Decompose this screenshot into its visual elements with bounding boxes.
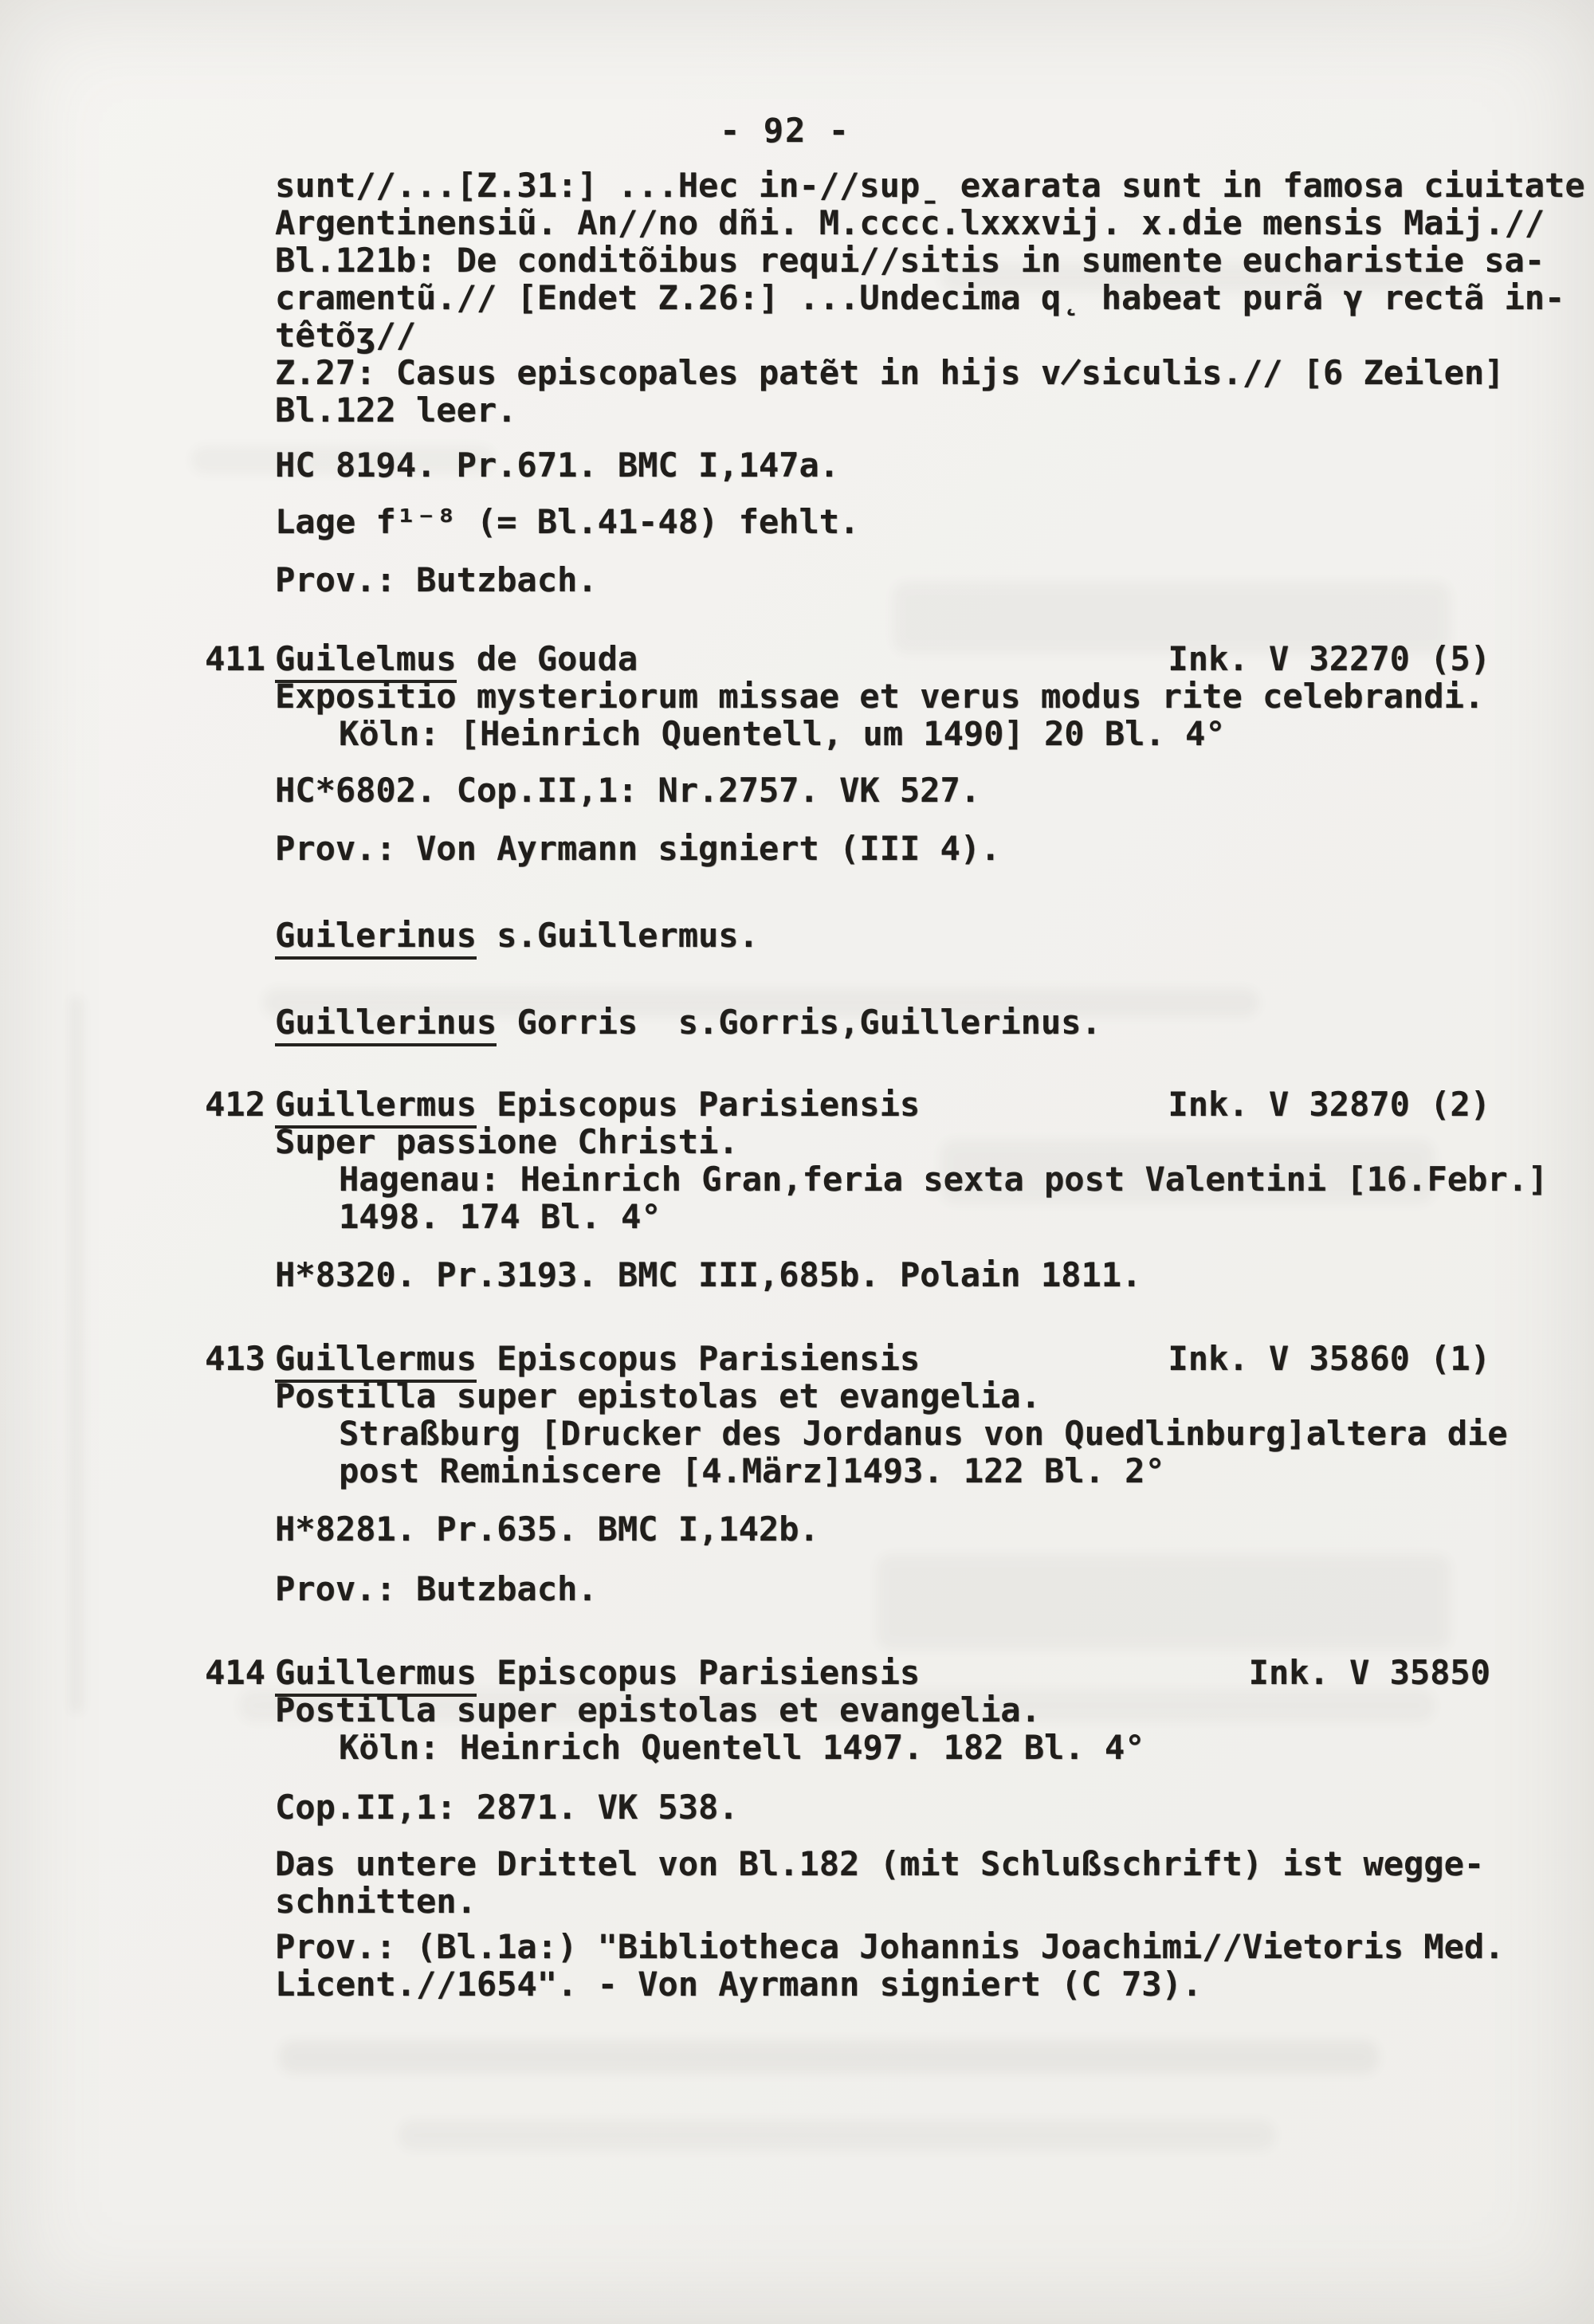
text-line: Hagenau: Heinrich Gran,feria sexta post Valentini [16.Febr.] (339, 1160, 1549, 1199)
entry-number: 413 (205, 1339, 265, 1378)
title-text: Episcopus Parisiensis (476, 1085, 921, 1124)
text-line: Prov.: Butzbach. (275, 1569, 598, 1608)
text-line: Straßburg [Drucker des Jordanus von Quedlinburg]altera die (339, 1414, 1508, 1453)
text-line: HC 8194. Pr.671. BMC I,147a. (275, 446, 840, 485)
author-name: Guillermus (275, 1653, 477, 1697)
text-line: H*8320. Pr.3193. BMC III,685b. Polain 1811. (275, 1255, 1142, 1294)
cross-reference (275, 917, 1490, 954)
text-line: post Reminiscere [4.März]1493. 122 Bl. 2° (339, 1451, 1165, 1490)
title-text: Gorris s.Gorris,Guillerinus. (497, 1003, 1101, 1042)
catalog-text (205, 166, 1585, 2004)
text-line: schnitten. (275, 1882, 477, 1921)
text-line: Super passione Christi. (275, 1122, 739, 1161)
text-line: Bl.121b: De conditõibus requi//sitis in sumente eucharistie sa- (275, 241, 1545, 280)
catalog-entry-412 (205, 1085, 1549, 1294)
catalog-entry-411 (205, 639, 1490, 868)
title-text: Episcopus Parisiensis (476, 1339, 921, 1378)
title-text: Episcopus Parisiensis (476, 1653, 921, 1692)
text-line: Prov.: Butzbach. (275, 560, 598, 599)
page-number: - 92 - (720, 111, 850, 150)
text-line: HC*6802. Cop.II,1: Nr.2757. VK 527. (275, 771, 981, 810)
catalog-entry-413 (205, 1339, 1508, 1608)
entry-title (205, 1339, 1490, 1378)
entry-title (205, 1085, 1490, 1124)
entry-title (205, 1653, 1490, 1692)
shelfmark: Ink. V 32270 (5) (1168, 639, 1490, 678)
author-name: Guillerinus (275, 1003, 497, 1046)
text-line: Postilla super epistolas et evangelia. (275, 1376, 1041, 1415)
text-line: cramentũ.// [Endet Z.26:] ...Undecima q̨ habeat purã γ rectã in- (275, 278, 1565, 317)
text-line: Licent.//1654". - Von Ayrmann signiert (C 73). (275, 1965, 1203, 2004)
title-text: s.Guillermus. (476, 916, 759, 955)
entry-title (205, 639, 1490, 678)
shelfmark: Ink. V 35860 (1) (1168, 1339, 1490, 1378)
author-name: Guillermus (275, 1085, 477, 1129)
author-name: Guillermus (275, 1339, 477, 1383)
bleedthrough-smudge (398, 2120, 1275, 2150)
text-line: Lage f¹⁻⁸ (= Bl.41-48) fehlt. (275, 502, 860, 541)
text-line: têtõʒ// (275, 316, 417, 355)
paragraph (275, 446, 1490, 484)
text-line: Prov.: (Bl.1a:) "Bibliotheca Johannis Joachimi//Vietoris Med. (275, 1927, 1505, 1966)
author-name: Guilelmus (275, 639, 457, 683)
text-line: Bl.122 leer. (275, 391, 517, 430)
text-line: Z.27: Casus episcopales patẽt in hijs v̸siculis.// [6 Zeilen] (275, 353, 1505, 392)
shelfmark: Ink. V 35850 (1248, 1653, 1490, 1692)
cross-reference-line (275, 1003, 1490, 1041)
text-line: sunt//...[Z.31:] ...Hec in-//sup̱ exarata sunt in famosa ciuitate (275, 166, 1585, 205)
entry-number: 414 (205, 1653, 265, 1692)
entry-number: 411 (205, 639, 265, 678)
text-line: Expositio mysteriorum missae et verus modus rite celebrandi. (275, 677, 1485, 716)
text-line: Cop.II,1: 2871. VK 538. (275, 1788, 739, 1827)
author-name: Guilerinus (275, 916, 477, 960)
text-line: Postilla super epistolas et evangelia. (275, 1690, 1041, 1729)
shelfmark: Ink. V 32870 (2) (1168, 1085, 1490, 1124)
title-text: de Gouda (456, 639, 638, 678)
cross-reference (275, 1003, 1490, 1041)
paragraph (275, 503, 1490, 540)
text-line: Köln: Heinrich Quentell 1497. 182 Bl. 4° (339, 1728, 1145, 1767)
cross-reference-line (275, 917, 1490, 954)
bleedthrough-smudge (279, 2040, 1379, 2074)
text-line: 1498. 174 Bl. 4° (339, 1197, 662, 1236)
text-line: Das untere Drittel von Bl.182 (mit Schlußschrift) ist wegge- (275, 1844, 1485, 1883)
text-line: Argentinensiũ. An//no dñi. M.cccc.lxxxvij. x.die mensis Maij.// (275, 203, 1545, 242)
entry-number: 412 (205, 1085, 265, 1124)
text-line: H*8281. Pr.635. BMC I,142b. (275, 1509, 819, 1549)
paragraph (275, 561, 1490, 599)
paragraph (275, 166, 1585, 430)
text-line: Köln: [Heinrich Quentell, um 1490] 20 Bl. 4° (339, 714, 1226, 753)
text-line: Prov.: Von Ayrmann signiert (III 4). (275, 829, 1001, 868)
catalog-entry-414 (205, 1653, 1505, 2004)
gutter-shadow (70, 996, 83, 1714)
